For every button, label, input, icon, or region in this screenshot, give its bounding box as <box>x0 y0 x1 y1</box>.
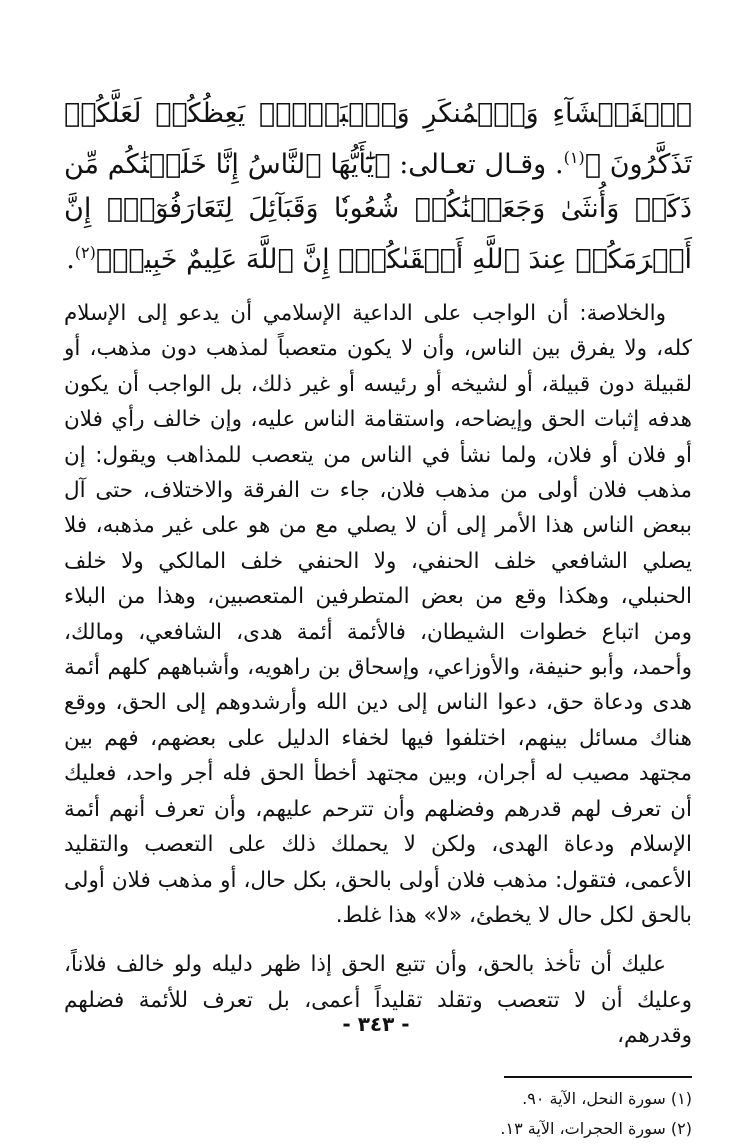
page-body <box>64 92 692 1144</box>
footnote-1: (١) سورة النحل، الآية ٩٠. <box>522 1088 692 1108</box>
footnotes <box>64 1084 692 1144</box>
footnote-ref-1: (١) <box>563 148 585 167</box>
footnote-2: (٢) سورة الحجرات، الآية ١٣. <box>500 1118 692 1138</box>
paragraph-conclusion: والخلاصة: أن الواجب على الداعية الإسلامي أن يدعو إلى الإسلام كله، ولا يفرق بين الناس، وأن لا يكون متعصباً لمذهب دون مذهب، أو لقبيلة دون قبيلة، أو لشيخه أو رئيسه أو غير ذلك، بل الواجب أن يكون هدفه إثبات الحق وإيضاحه، واستقامة الناس عليه، وإن خالف رأي فلان أو فلان أو فلان، ولما نشأ في الناس من يتعصب للمذاهب ويقول: إن مذهب فلان أولى من مذهب فلان، جاء ت الفرقة والاختلاف، حتى آل ببعض الناس هذا الأمر إلى أن لا يصلي مع من هو على غير مذهبه، فلا يصلي الشافعي خلف الحنفي، ولا الحنفي خلف المالكي ولا خلف الحنبلي، وهكذا وقع من بعض المتطرفين المتعصبين، وهذا من البلاء ومن اتباع خطوات الشيطان، فالأئمة أئمة هدى، الشافعي، ومالك، وأحمد، وأبو حنيفة، والأوزاعي، وإسحاق بن راهويه، وأشباههم كلهم أئمة هدى ودعاة حق، دعوا الناس إلى دين الله وأرشدوهم إلى الحق، ووقع هناك مسائل بينهم، اختلفوا فيها لخفاء الدليل على بعضهم، فهم بين مجتهد مصيب له أجران، وبين مجتهد أخطأ الحق فله أجر واحد، فعليك أن تعرف لهم قدرهم وفضلهم وأن تترحم عليهم، وأن تعرف أنهم أئمة الإسلام ودعاة الهدى، ولكن لا يحملك ذلك على التعصب والتقليد الأعمى، فتقول: مذهب فلان أولى بالحق، بكل حال، أو مذهب فلان أولى بالحق لكل حال لا يخطئ، «لا» هذا غلط. <box>64 301 692 928</box>
page-number: - ٣٤٣ - <box>342 1012 410 1036</box>
verse-1-ending: ﭐلۡفَحۡشَآءِ وَٱلۡمُنكَرِ وَٱلۡبَغۡيِۚ يَعِظُكُمۡ لَعَلَّكُمۡ تَذَكَّرُونَ <box>64 98 692 180</box>
verse-connector: . وقـال تعـالى: <box>399 149 564 180</box>
quran-verses-block: ﭐلۡفَحۡشَآءِ وَٱلۡمُنكَرِ وَٱلۡبَغۡيِۚ يَعِظُكُمۡ لَعَلَّكُمۡ تَذَكَّرُونَ ﴾$^{(١)}$. وقـال تعـالى: ﴿يَٰٓأَيُّهَا ٱلنَّاسُ إِنَّا خَلَقۡنَٰكُم مِّن ذَكَرٖ وَأُنثَىٰ وَجَعَلۡنَٰكُمۡ شُعُوبٗا وَقَبَآئِلَ لِتَعَارَفُوٓاْۚ إِنَّ أَكۡرَمَكُمۡ عِندَ ٱللَّهِ أَتۡقَىٰكُمۡۚ إِنَّ ٱللَّهَ عَلِيمٌ خَبِيرٞ﴾$^{(٢)}$. <box>64 98 692 275</box>
verse-2: ﴿يَٰٓأَيُّهَا ٱلنَّاسُ إِنَّا خَلَقۡنَٰكُم مِّن ذَكَرٖ وَأُنثَىٰ وَجَعَلۡنَٰكُمۡ شُعُوبٗا وَقَبَآئِلَ لِتَعَارَفُوٓاْۚ إِنَّ أَكۡرَمَكُمۡ عِندَ ٱللَّهِ أَتۡقَىٰكُمۡۚ إِنَّ ٱللَّهَ عَلِيمٌ خَبِيرٞ﴾ <box>64 149 692 275</box>
footnote-ref-2: (٢) <box>74 243 96 262</box>
footnote-divider <box>504 1076 692 1078</box>
verse-end-mark: . <box>66 244 75 275</box>
paragraph-follow-truth: عليك أن تأخذ بالحق، وأن تتبع الحق إذا ظهر دليله ولو خالف فلاناً، وعليك أن لا تتعصب وتقلد تقليداً أعمى، بل تعرف للأئمة فضلهم وقدرهم، <box>64 952 692 1049</box>
